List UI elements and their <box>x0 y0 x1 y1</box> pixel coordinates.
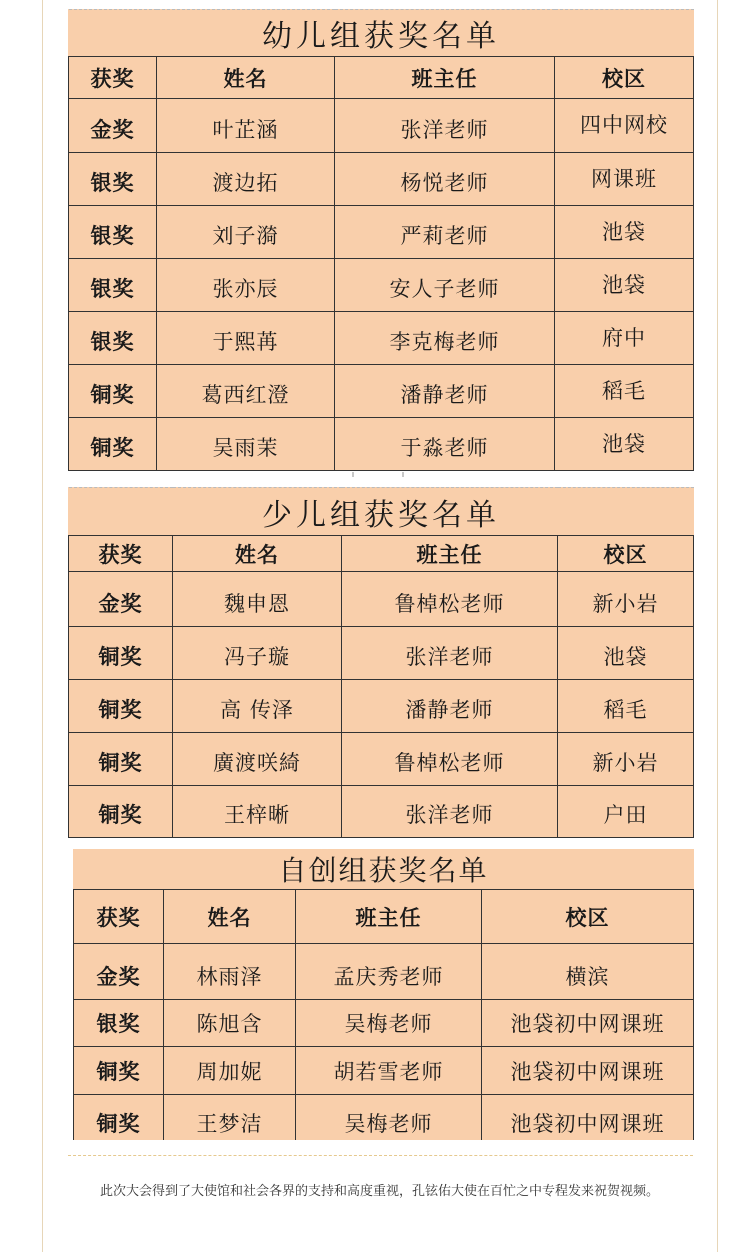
award-cell: 铜奖 <box>74 1047 164 1095</box>
name-cell: 魏申恩 <box>173 572 342 627</box>
section-divider <box>68 1155 693 1156</box>
header-name: 姓名 <box>157 57 335 99</box>
table-row <box>74 944 694 1000</box>
award-cell: 金奖 <box>74 944 164 1000</box>
name-cell: 陈旭含 <box>164 1000 296 1047</box>
campus-cell: 稻毛 <box>555 365 694 418</box>
table-row <box>69 312 694 365</box>
table-row <box>69 572 694 627</box>
header-campus: 校区 <box>482 890 694 944</box>
table-row <box>69 99 694 153</box>
name-cell: 王梓晰 <box>173 786 342 838</box>
children-award-table <box>68 487 694 838</box>
award-cell: 银奖 <box>69 153 157 206</box>
table-row <box>74 1095 694 1140</box>
page-frame-right <box>717 0 718 1252</box>
campus-cell: 横滨 <box>482 944 694 1000</box>
teacher-cell: 吴梅老师 <box>296 1000 482 1047</box>
campus-cell: 户田 <box>558 786 694 838</box>
campus-cell: 池袋初中网课班 <box>482 1000 694 1047</box>
teacher-cell: 鲁棹松老师 <box>342 733 558 786</box>
page-frame-left <box>42 0 43 1252</box>
award-cell: 铜奖 <box>69 365 157 418</box>
campus-cell: 池袋 <box>555 259 694 312</box>
table-row <box>69 786 694 838</box>
kindergarten-award-table <box>68 9 694 471</box>
campus-cell: 四中网校 <box>555 99 694 153</box>
award-cell: 银奖 <box>74 1000 164 1047</box>
teacher-cell: 吴梅老师 <box>296 1095 482 1140</box>
name-cell: 于熙苒 <box>157 312 335 365</box>
award-cell: 金奖 <box>69 572 173 627</box>
teacher-cell: 孟庆秀老师 <box>296 944 482 1000</box>
name-cell: 葛西红澄 <box>157 365 335 418</box>
campus-cell: 新小岩 <box>558 733 694 786</box>
teacher-cell: 潘静老师 <box>335 365 555 418</box>
article-paragraph: 此次大会得到了大使馆和社会各界的支持和高度重视，孔铉佑大使在百忙之中专程发来祝贺视频。 <box>100 1184 660 1199</box>
award-cell: 银奖 <box>69 259 157 312</box>
teacher-cell: 安人子老师 <box>335 259 555 312</box>
campus-cell: 稻毛 <box>558 680 694 733</box>
header-campus: 校区 <box>558 536 694 572</box>
award-cell: 铜奖 <box>69 418 157 471</box>
table-row <box>69 680 694 733</box>
table-title: 少儿组获奖名单 <box>69 488 694 536</box>
award-cell: 铜奖 <box>69 627 173 680</box>
name-cell: 叶芷涵 <box>157 99 335 153</box>
name-cell: 廣渡咲綺 <box>173 733 342 786</box>
header-teacher: 班主任 <box>296 890 482 944</box>
award-cell: 银奖 <box>69 206 157 259</box>
name-cell: 林雨泽 <box>164 944 296 1000</box>
campus-cell: 网课班 <box>555 153 694 206</box>
table-row <box>69 206 694 259</box>
header-award: 获奖 <box>74 890 164 944</box>
name-cell: 刘子漪 <box>157 206 335 259</box>
campus-cell: 池袋 <box>555 206 694 259</box>
original-work-award-table <box>73 849 694 1140</box>
campus-cell: 池袋 <box>558 627 694 680</box>
award-cell: 铜奖 <box>69 680 173 733</box>
award-cell: 金奖 <box>69 99 157 153</box>
name-cell: 张亦辰 <box>157 259 335 312</box>
campus-cell: 新小岩 <box>558 572 694 627</box>
teacher-cell: 鲁棹松老师 <box>342 572 558 627</box>
teacher-cell: 胡若雪老师 <box>296 1047 482 1095</box>
table-row <box>69 259 694 312</box>
header-name: 姓名 <box>164 890 296 944</box>
image-separator <box>352 472 404 478</box>
campus-cell: 池袋初中网课班 <box>482 1047 694 1095</box>
award-cell: 铜奖 <box>69 733 173 786</box>
header-award: 获奖 <box>69 536 173 572</box>
name-cell: 冯子璇 <box>173 627 342 680</box>
teacher-cell: 张洋老师 <box>342 786 558 838</box>
teacher-cell: 于淼老师 <box>335 418 555 471</box>
name-cell: 王梦洁 <box>164 1095 296 1140</box>
teacher-cell: 张洋老师 <box>342 627 558 680</box>
header-teacher: 班主任 <box>335 57 555 99</box>
name-cell: 高 传泽 <box>173 680 342 733</box>
table-row <box>69 627 694 680</box>
teacher-cell: 李克梅老师 <box>335 312 555 365</box>
teacher-cell: 严莉老师 <box>335 206 555 259</box>
award-cell: 铜奖 <box>74 1095 164 1140</box>
name-cell: 吴雨茉 <box>157 418 335 471</box>
header-campus: 校区 <box>555 57 694 99</box>
teacher-cell: 杨悦老师 <box>335 153 555 206</box>
campus-cell: 池袋初中网课班 <box>482 1095 694 1140</box>
table-row <box>69 365 694 418</box>
teacher-cell: 潘静老师 <box>342 680 558 733</box>
teacher-cell: 张洋老师 <box>335 99 555 153</box>
table-row <box>69 418 694 471</box>
table-title: 幼儿组获奖名单 <box>69 10 694 57</box>
header-award: 获奖 <box>69 57 157 99</box>
table-row <box>74 1047 694 1095</box>
header-name: 姓名 <box>173 536 342 572</box>
award-cell: 铜奖 <box>69 786 173 838</box>
award-cell: 银奖 <box>69 312 157 365</box>
campus-cell: 府中 <box>555 312 694 365</box>
name-cell: 周加妮 <box>164 1047 296 1095</box>
table-row <box>69 733 694 786</box>
header-teacher: 班主任 <box>342 536 558 572</box>
table-row <box>74 1000 694 1047</box>
table-row <box>69 153 694 206</box>
table-title: 自创组获奖名单 <box>74 849 694 890</box>
name-cell: 渡边拓 <box>157 153 335 206</box>
campus-cell: 池袋 <box>555 418 694 471</box>
